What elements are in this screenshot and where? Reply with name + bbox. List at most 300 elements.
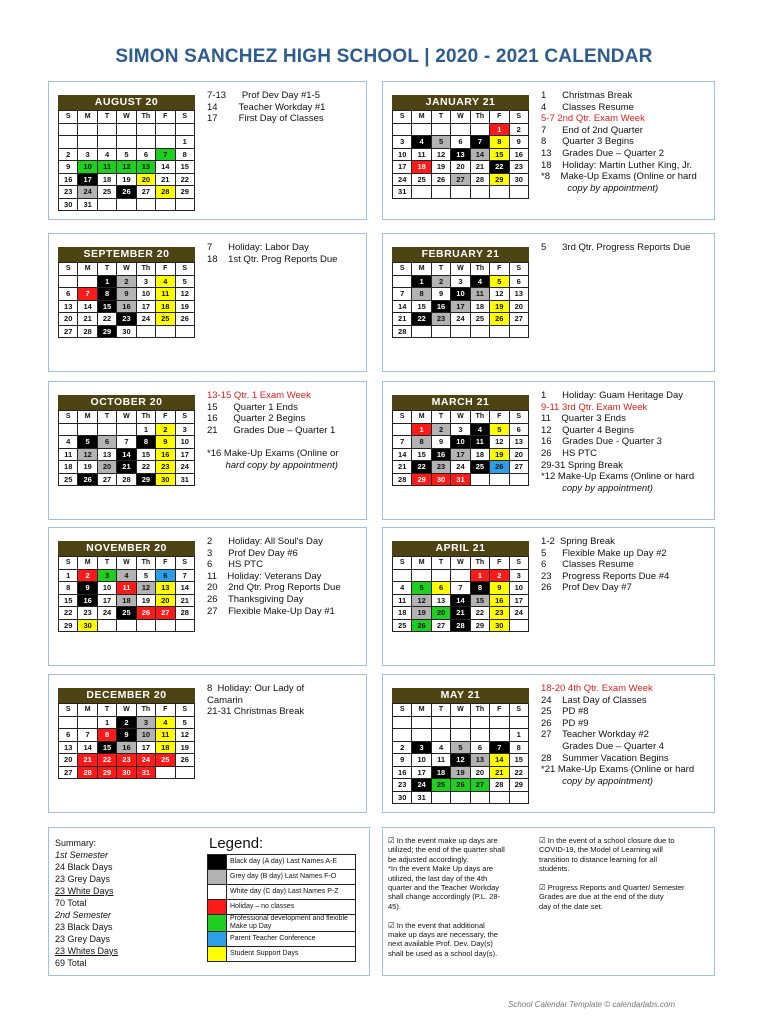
weekday-header: S [59, 411, 78, 424]
weekday-header: T [431, 263, 450, 276]
day-cell [470, 729, 489, 742]
day-cell: 27 [136, 186, 155, 199]
day-cell: 11 [156, 288, 175, 301]
day-cell: 17 [78, 173, 97, 186]
day-cell [431, 123, 450, 136]
day-cell [451, 729, 470, 742]
event-note: 11 Holiday: Veterans Day [207, 570, 322, 582]
day-cell: 28 [78, 325, 97, 338]
day-cell [412, 729, 431, 742]
weekday-header: M [412, 557, 431, 570]
day-cell: 12 [412, 594, 431, 607]
day-cell: 18 [470, 300, 489, 313]
footnote-line: ☑ In the event make up days are [388, 836, 498, 845]
day-cell [97, 123, 116, 136]
day-cell [412, 123, 431, 136]
day-cell: 17 [509, 594, 528, 607]
day-cell [156, 198, 175, 211]
day-cell: 31 [136, 766, 155, 779]
summary-line: 70 Total [55, 898, 87, 908]
day-cell: 25 [59, 473, 78, 486]
day-cell: 13 [59, 300, 78, 313]
month-panel [382, 674, 715, 813]
day-cell: 3 [393, 136, 412, 149]
day-cell: 14 [117, 448, 136, 461]
weekday-header: S [59, 704, 78, 717]
day-cell: 19 [136, 594, 155, 607]
day-cell: 7 [490, 741, 509, 754]
day-cell: 29 [175, 186, 194, 199]
day-cell: 13 [156, 582, 175, 595]
day-cell [412, 186, 431, 199]
month-calendar [58, 395, 195, 486]
day-cell: 19 [175, 741, 194, 754]
day-cell: 15 [136, 448, 155, 461]
weekday-header: T [97, 263, 116, 276]
day-cell: 29 [490, 173, 509, 186]
day-cell: 17 [412, 766, 431, 779]
day-cell: 16 [117, 300, 136, 313]
event-note: 29-31 Spring Break [541, 459, 623, 471]
day-cell: 24 [412, 779, 431, 792]
day-cell: 20 [431, 607, 450, 620]
day-cell: 5 [117, 148, 136, 161]
day-cell: 12 [117, 161, 136, 174]
event-note: 12 Quarter 4 Begins [541, 424, 634, 436]
day-cell: 30 [393, 791, 412, 804]
footnote-line: ☑ In the event that additional [388, 920, 485, 930]
day-cell: 20 [509, 300, 528, 313]
month-grid [58, 703, 195, 779]
weekday-header: T [97, 557, 116, 570]
day-cell: 4 [117, 569, 136, 582]
day-cell: 31 [412, 791, 431, 804]
day-cell: 21 [156, 173, 175, 186]
weekday-header: F [490, 704, 509, 717]
day-cell [470, 186, 489, 199]
day-cell: 10 [78, 161, 97, 174]
day-cell: 4 [156, 716, 175, 729]
event-note: copy by appointment) [541, 775, 653, 787]
day-cell: 24 [509, 607, 528, 620]
day-cell: 14 [175, 582, 194, 595]
month-notes [541, 242, 711, 254]
day-cell: 29 [97, 766, 116, 779]
weekday-header: T [431, 557, 450, 570]
day-cell: 20 [470, 766, 489, 779]
weekday-header: W [451, 411, 470, 424]
day-cell [451, 186, 470, 199]
day-cell: 28 [156, 186, 175, 199]
day-cell: 20 [59, 754, 78, 767]
day-cell: 20 [136, 173, 155, 186]
month-panel [382, 527, 715, 666]
day-cell: 8 [59, 582, 78, 595]
day-cell [393, 123, 412, 136]
event-note: 27 Teacher Workday #2 [541, 729, 649, 741]
day-cell: 26 [431, 173, 450, 186]
day-cell: 21 [451, 607, 470, 620]
event-note: 7 Holiday: Labor Day [207, 242, 309, 253]
month-grid [392, 410, 529, 486]
day-cell: 21 [78, 313, 97, 326]
event-note: 14 Teacher Workday #1 [207, 101, 326, 113]
day-cell [156, 136, 175, 149]
event-note: hard copy by appointment) [207, 459, 338, 471]
day-cell [451, 123, 470, 136]
event-note: 16 Grades Due - Quarter 3 [541, 436, 662, 448]
legend-swatch [208, 932, 227, 947]
day-cell: 14 [451, 594, 470, 607]
day-cell [509, 325, 528, 338]
day-cell: 18 [470, 448, 489, 461]
day-cell: 14 [393, 448, 412, 461]
event-note: 18 Holiday: Martin Luther King, Jr. [541, 159, 693, 171]
day-cell: 17 [175, 448, 194, 461]
day-cell: 31 [175, 473, 194, 486]
day-cell: 6 [97, 436, 116, 449]
month-calendar [392, 395, 529, 486]
weekday-header: S [393, 557, 412, 570]
legend-label: Professional development and flexible Make up Day [227, 915, 356, 932]
event-note: 3 Prof Dev Day #6 [207, 547, 298, 559]
day-cell [97, 198, 116, 211]
legend-swatch [208, 900, 227, 915]
day-cell: 28 [470, 173, 489, 186]
event-note: copy by appointment) [541, 182, 659, 194]
day-cell: 22 [97, 313, 116, 326]
weekday-header: M [78, 704, 97, 717]
day-cell [393, 569, 412, 582]
day-cell: 10 [393, 148, 412, 161]
month-notes [207, 683, 377, 718]
day-cell: 5 [136, 569, 155, 582]
event-note: 26 Prof Dev Day #7 [541, 582, 632, 594]
day-cell: 27 [97, 473, 116, 486]
weekday-header: W [117, 557, 136, 570]
day-cell: 6 [59, 288, 78, 301]
day-cell [393, 716, 412, 729]
month-notes [207, 242, 377, 265]
footnote-line [388, 911, 536, 920]
event-note: 26 HS PTC [541, 447, 597, 459]
month-calendar [392, 688, 529, 804]
day-cell: 5 [175, 716, 194, 729]
legend-swatch [208, 915, 227, 932]
weekday-header: W [117, 411, 136, 424]
day-cell [59, 123, 78, 136]
day-cell: 7 [393, 436, 412, 449]
day-cell: 28 [451, 619, 470, 632]
day-cell: 11 [156, 729, 175, 742]
day-cell: 25 [412, 173, 431, 186]
day-cell [470, 123, 489, 136]
day-cell: 9 [117, 729, 136, 742]
day-cell: 27 [509, 461, 528, 474]
day-cell: 15 [490, 148, 509, 161]
day-cell [412, 716, 431, 729]
day-cell [136, 619, 155, 632]
legend-label: Holiday – no classes [227, 900, 356, 915]
weekday-header: F [156, 557, 175, 570]
day-cell: 8 [412, 288, 431, 301]
event-note: 15 Quarter 1 Ends [207, 401, 298, 413]
summary-line: 69 Total [55, 958, 87, 968]
event-note: 6 HS PTC [207, 559, 263, 571]
day-cell: 4 [393, 582, 412, 595]
month-calendar [392, 247, 529, 338]
legend-label: White day (C day) Last Names P-Z [227, 885, 356, 900]
day-cell: 28 [490, 779, 509, 792]
day-cell: 2 [117, 716, 136, 729]
day-cell: 30 [509, 173, 528, 186]
footnotes-right [539, 836, 711, 911]
month-notes [207, 536, 377, 617]
event-note: 8 Quarter 3 Begins [541, 136, 634, 148]
day-cell: 17 [136, 300, 155, 313]
day-cell: 3 [175, 423, 194, 436]
legend-row [208, 947, 356, 962]
weekday-header: Th [470, 411, 489, 424]
month-grid [392, 262, 529, 338]
day-cell: 26 [490, 461, 509, 474]
day-cell: 3 [451, 423, 470, 436]
day-cell: 24 [97, 607, 116, 620]
day-cell: 2 [156, 423, 175, 436]
day-cell: 31 [451, 473, 470, 486]
day-cell: 24 [136, 313, 155, 326]
day-cell: 4 [97, 148, 116, 161]
day-cell: 9 [431, 436, 450, 449]
day-cell: 23 [431, 461, 450, 474]
day-cell: 22 [509, 766, 528, 779]
weekday-header: S [393, 704, 412, 717]
day-cell: 1 [509, 729, 528, 742]
day-cell: 19 [431, 161, 450, 174]
event-note: 25 PD #8 [541, 706, 589, 718]
day-cell: 2 [393, 741, 412, 754]
day-cell: 7 [78, 729, 97, 742]
day-cell: 27 [509, 313, 528, 326]
day-cell: 5 [490, 423, 509, 436]
day-cell [431, 186, 450, 199]
day-cell [412, 325, 431, 338]
weekday-header: W [117, 111, 136, 124]
day-cell: 6 [59, 729, 78, 742]
day-cell: 30 [117, 766, 136, 779]
day-cell: 25 [393, 619, 412, 632]
day-cell: 15 [97, 300, 116, 313]
day-cell: 18 [412, 161, 431, 174]
day-cell: 1 [412, 275, 431, 288]
day-cell: 1 [490, 123, 509, 136]
day-cell: 8 [412, 436, 431, 449]
day-cell: 13 [509, 436, 528, 449]
day-cell: 28 [175, 607, 194, 620]
event-note: copy by appointment) [541, 482, 653, 494]
day-cell: 21 [175, 594, 194, 607]
weekday-header: W [451, 263, 470, 276]
footnote-line: next available Prof. Dev. Day(s) [388, 939, 493, 949]
weekday-header: W [117, 704, 136, 717]
footnote-line: shall change accordingly (P.L. 28- [388, 892, 501, 902]
day-cell [470, 716, 489, 729]
day-cell: 16 [156, 448, 175, 461]
day-cell: 6 [470, 741, 489, 754]
day-cell: 18 [156, 741, 175, 754]
weekday-header: F [490, 411, 509, 424]
weekday-header: S [509, 111, 528, 124]
day-cell: 25 [431, 779, 450, 792]
weekday-header: F [490, 263, 509, 276]
day-cell: 16 [509, 148, 528, 161]
summary-line: 1st Semester [55, 850, 109, 860]
day-cell [451, 791, 470, 804]
event-note: 2 Holiday: All Soul's Day [207, 536, 323, 547]
day-cell: 6 [509, 423, 528, 436]
day-cell: 22 [59, 607, 78, 620]
day-cell: 21 [117, 461, 136, 474]
day-cell [156, 123, 175, 136]
month-notes [541, 683, 711, 787]
summary-line: 23 Grey Days [55, 934, 111, 944]
weekday-header: S [393, 111, 412, 124]
day-cell [59, 275, 78, 288]
day-cell: 21 [490, 766, 509, 779]
weekday-header: T [97, 411, 116, 424]
summary-line: 2nd Semester [55, 910, 112, 920]
day-cell: 6 [431, 582, 450, 595]
weekday-header: W [451, 557, 470, 570]
month-title: SEPTEMBER 20 [58, 247, 195, 262]
day-cell: 30 [431, 473, 450, 486]
weekday-header: Th [136, 557, 155, 570]
event-note: 26 Thanksgiving Day [207, 593, 304, 605]
day-cell: 16 [490, 594, 509, 607]
event-note: 13-15 Qtr. 1 Exam Week [207, 390, 311, 401]
day-cell: 11 [412, 148, 431, 161]
day-cell: 27 [156, 607, 175, 620]
day-cell: 13 [470, 754, 489, 767]
day-cell: 9 [509, 136, 528, 149]
weekday-header: S [175, 557, 194, 570]
month-notes [207, 90, 377, 125]
day-cell [59, 136, 78, 149]
weekday-header: F [156, 411, 175, 424]
day-cell: 7 [117, 436, 136, 449]
legend-swatch [208, 870, 227, 885]
weekday-header: S [393, 411, 412, 424]
day-cell: 6 [451, 136, 470, 149]
summary-line: 24 Black Days [55, 862, 113, 872]
day-cell [117, 198, 136, 211]
day-cell: 27 [59, 766, 78, 779]
day-cell: 5 [431, 136, 450, 149]
day-cell: 22 [412, 313, 431, 326]
day-cell: 2 [59, 148, 78, 161]
event-note: *16 Make-Up Exams (Online or [207, 447, 339, 459]
day-cell: 6 [509, 275, 528, 288]
day-cell [117, 423, 136, 436]
day-cell [490, 186, 509, 199]
day-cell: 4 [431, 741, 450, 754]
day-cell: 18 [431, 766, 450, 779]
day-cell: 13 [136, 161, 155, 174]
day-cell: 18 [59, 461, 78, 474]
day-cell: 2 [431, 423, 450, 436]
weekday-header: S [175, 704, 194, 717]
weekday-header: S [175, 111, 194, 124]
event-note: *21 Make-Up Exams (Online or hard [541, 764, 695, 776]
legend-row [208, 932, 356, 947]
event-note: 21-31 Christmas Break [207, 706, 305, 718]
day-cell: 2 [509, 123, 528, 136]
day-cell [59, 716, 78, 729]
day-cell: 4 [470, 423, 489, 436]
day-cell: 28 [78, 766, 97, 779]
day-cell [59, 423, 78, 436]
day-cell: 17 [136, 741, 155, 754]
weekday-header: S [509, 411, 528, 424]
day-cell [509, 186, 528, 199]
footnote-line: COVID-19, the Model of Learning will [539, 845, 663, 855]
day-cell: 12 [490, 288, 509, 301]
day-cell [431, 729, 450, 742]
day-cell: 28 [393, 325, 412, 338]
day-cell: 20 [59, 313, 78, 326]
day-cell: 17 [451, 448, 470, 461]
day-cell: 19 [412, 607, 431, 620]
day-cell [136, 198, 155, 211]
day-cell: 24 [78, 186, 97, 199]
day-cell: 30 [59, 198, 78, 211]
summary-line: 23 Whites Days [55, 946, 119, 956]
day-cell: 26 [490, 313, 509, 326]
weekday-header: M [78, 557, 97, 570]
day-cell [490, 325, 509, 338]
month-calendar [392, 541, 529, 632]
month-grid [58, 262, 195, 338]
day-cell: 21 [470, 161, 489, 174]
day-cell: 14 [393, 300, 412, 313]
day-cell: 30 [78, 619, 97, 632]
day-cell [136, 325, 155, 338]
event-note: Camarin [207, 694, 243, 706]
day-cell: 27 [451, 173, 470, 186]
day-cell: 16 [431, 448, 450, 461]
day-cell [117, 136, 136, 149]
event-note: 13 Grades Due – Quarter 2 [541, 147, 665, 159]
day-cell [451, 569, 470, 582]
weekday-header: S [175, 263, 194, 276]
day-cell [451, 325, 470, 338]
event-note: 7 End of 2nd Quarter [541, 124, 643, 136]
weekday-header: S [59, 111, 78, 124]
day-cell: 5 [175, 275, 194, 288]
day-cell: 12 [175, 288, 194, 301]
day-cell: 15 [412, 300, 431, 313]
day-cell: 13 [97, 448, 116, 461]
event-note: 5-7 2nd Qtr. Exam Week [541, 113, 645, 125]
weekday-header: Th [136, 411, 155, 424]
legend-label: Grey day (B day) Last Names F-O [227, 870, 356, 885]
day-cell: 2 [78, 569, 97, 582]
day-cell: 15 [412, 448, 431, 461]
weekday-header: T [431, 411, 450, 424]
day-cell [117, 619, 136, 632]
day-cell [175, 619, 194, 632]
event-note: 8 Holiday: Our Lady of [207, 683, 305, 694]
